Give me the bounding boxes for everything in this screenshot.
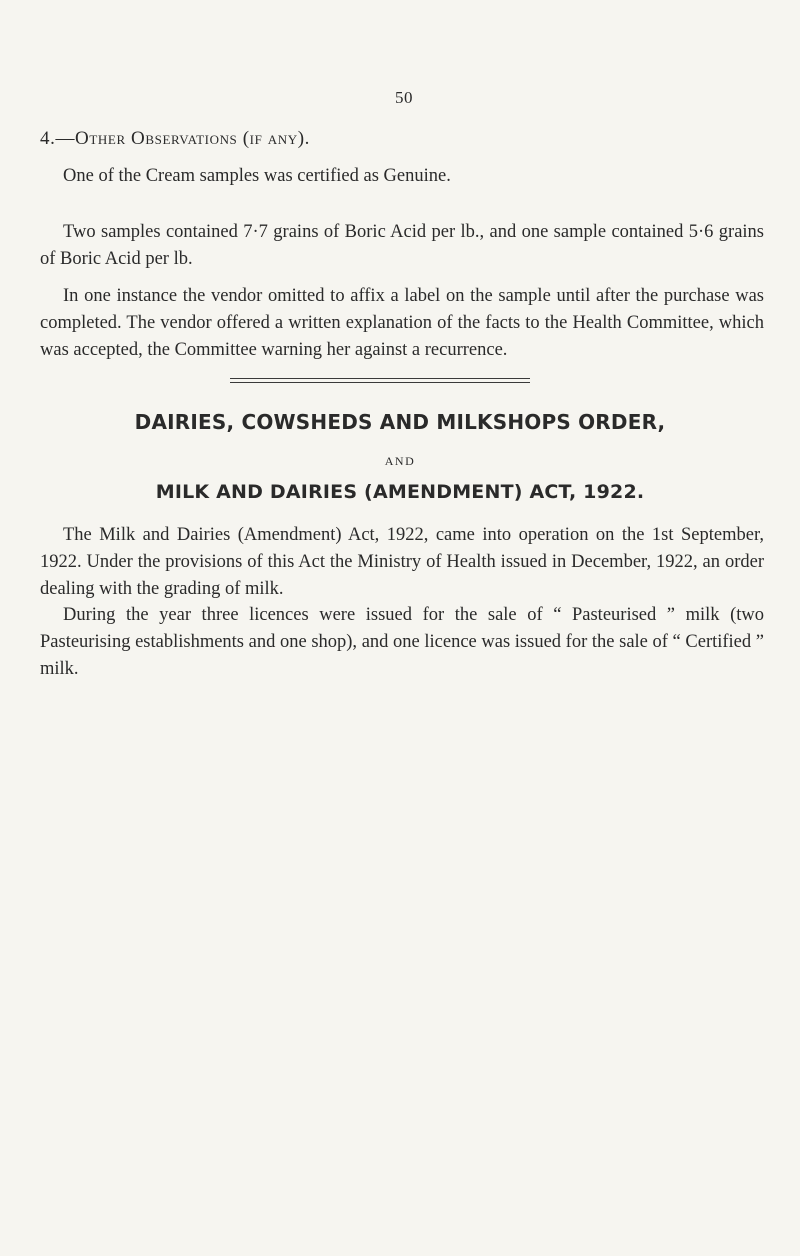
paragraph-vendor-label: In one instance the vendor omitted to affix a label on the sample until after the purchase was completed. The vendor offered a written explanation of the facts to the Health Committee, which was accepted, the Committee warning her against a recurrence.: [40, 286, 764, 360]
section-divider: [230, 378, 530, 379]
order-conjunction: AND: [384, 454, 416, 468]
order-subtitle: MILK AND DAIRIES (AMENDMENT) ACT, 1922.: [155, 481, 645, 503]
paragraph-cream-genuine: One of the Cream samples was certified as Genuine.: [63, 166, 451, 186]
paragraph-licences: During the year three licences were issued for the sale of “ Pasteurised ” milk (two Pasteurising establishments and one shop), and one licence was issued for the sale of “ Certified ” milk.: [40, 605, 764, 679]
page-number: 50: [395, 88, 413, 107]
order-title: DAIRIES, COWSHEDS AND MILKSHOPS ORDER,: [134, 410, 666, 434]
paragraph-boric-acid: Two samples contained 7·7 grains of Boric Acid per lb., and one sample contained 5·6 grains of Boric Acid per lb.: [40, 222, 764, 269]
section-divider-second: [230, 382, 530, 383]
paragraph-act-operation: The Milk and Dairies (Amendment) Act, 1922, came into operation on the 1st September, 1922. Under the provisions of this Act the Ministry of Health issued in December, 1922, an order dealing with the grading of milk.: [40, 525, 764, 599]
section-heading: 4.—Other Observations (if any).: [40, 128, 311, 149]
